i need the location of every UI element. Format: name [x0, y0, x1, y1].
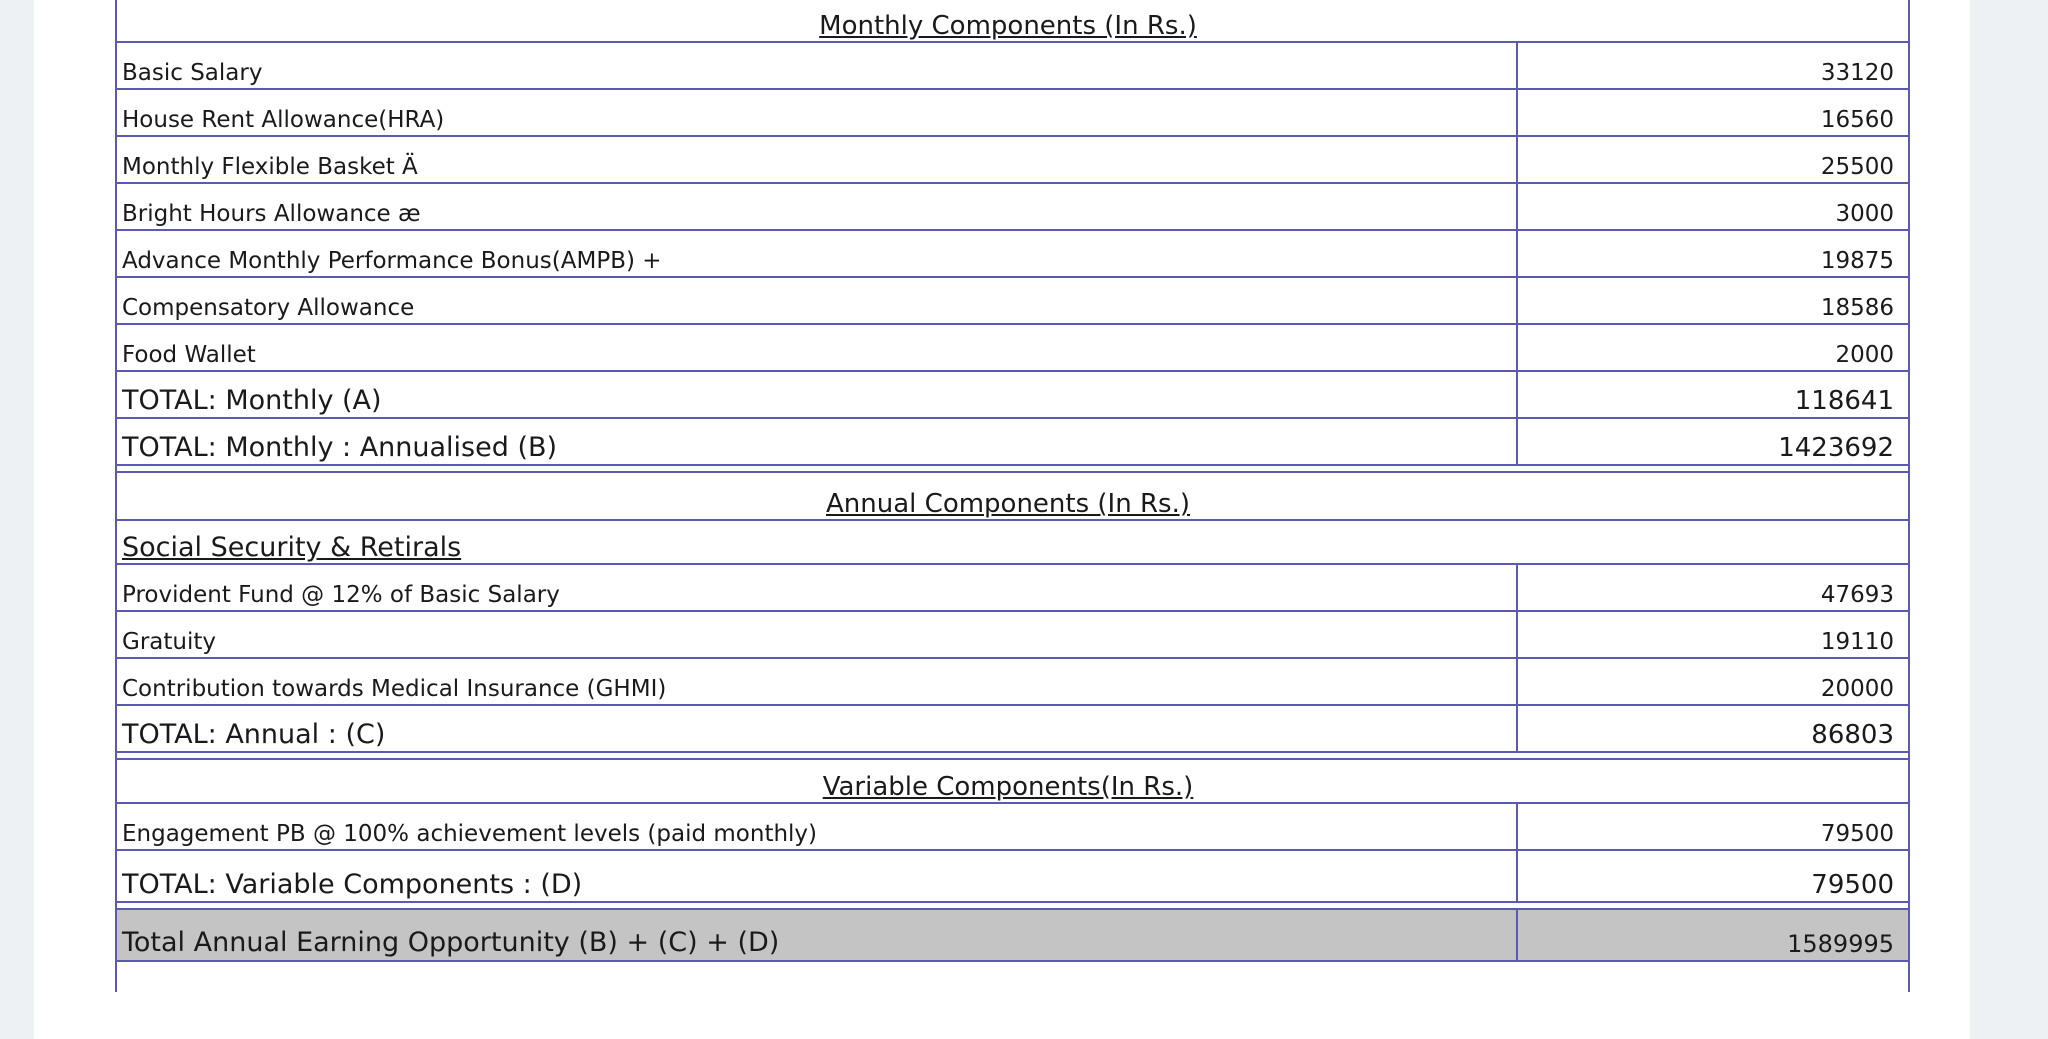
- table-row: [116, 230, 1909, 277]
- grand-total-label: Total Annual Earning Opportunity (B) + (C) + (D): [116, 909, 1517, 961]
- row-value: 19110: [1517, 611, 1909, 658]
- table-row: [116, 89, 1909, 136]
- total-monthly-a-row: [116, 371, 1909, 418]
- table-footer-space: [116, 961, 1909, 992]
- row-value: 25500: [1517, 136, 1909, 183]
- row-value: 3000: [1517, 183, 1909, 230]
- total-label: TOTAL: Annual : (C): [116, 705, 1517, 752]
- total-value: 79500: [1517, 850, 1909, 902]
- monthly-section-title: Monthly Components (In Rs.): [116, 0, 1909, 42]
- row-value: 20000: [1517, 658, 1909, 705]
- total-label: TOTAL: Monthly (A): [116, 371, 1517, 418]
- grand-total-value: 1589995: [1517, 909, 1909, 961]
- row-label: Basic Salary: [116, 42, 1517, 89]
- row-value: 18586: [1517, 277, 1909, 324]
- variable-section-title: Variable Components(In Rs.): [116, 759, 1909, 803]
- row-label: Bright Hours Allowance æ: [116, 183, 1517, 230]
- table-row: [116, 803, 1909, 850]
- total-annual-c-row: [116, 705, 1909, 752]
- total-label: TOTAL: Monthly : Annualised (B): [116, 418, 1517, 465]
- total-monthly-annualised-b-row: [116, 418, 1909, 465]
- annual-section-title: Annual Components (In Rs.): [116, 472, 1909, 520]
- row-value: 19875: [1517, 230, 1909, 277]
- row-label: Gratuity: [116, 611, 1517, 658]
- document-page: [34, 0, 1970, 1039]
- variable-section-header: [116, 759, 1909, 803]
- total-value: 118641: [1517, 371, 1909, 418]
- row-label: Contribution towards Medical Insurance (GHMI): [116, 658, 1517, 705]
- row-label: Engagement PB @ 100% achievement levels (paid monthly): [116, 803, 1517, 850]
- row-value: 2000: [1517, 324, 1909, 371]
- section-divider: [116, 752, 1909, 759]
- table-row: [116, 324, 1909, 371]
- row-label: Compensatory Allowance: [116, 277, 1517, 324]
- table-row: [116, 42, 1909, 89]
- annual-section-header: [116, 472, 1909, 520]
- row-label: Monthly Flexible Basket Ä: [116, 136, 1517, 183]
- row-value: 79500: [1517, 803, 1909, 850]
- total-value: 86803: [1517, 705, 1909, 752]
- row-value: 47693: [1517, 564, 1909, 611]
- table-row: [116, 658, 1909, 705]
- total-variable-d-row: [116, 850, 1909, 902]
- row-label: Provident Fund @ 12% of Basic Salary: [116, 564, 1517, 611]
- row-label: Advance Monthly Performance Bonus(AMPB) +: [116, 230, 1517, 277]
- social-security-subheader: [116, 520, 1909, 564]
- monthly-section-header: [116, 0, 1909, 42]
- section-divider: [116, 902, 1909, 909]
- section-divider: [116, 465, 1909, 472]
- salary-breakup-table: [115, 0, 1910, 992]
- table-row: [116, 611, 1909, 658]
- row-value: 33120: [1517, 42, 1909, 89]
- row-label: Food Wallet: [116, 324, 1517, 371]
- table-row: [116, 564, 1909, 611]
- table-row: [116, 277, 1909, 324]
- subheader-label: Social Security & Retirals: [116, 520, 1909, 564]
- grand-total-row: [116, 909, 1909, 961]
- row-value: 16560: [1517, 89, 1909, 136]
- total-value: 1423692: [1517, 418, 1909, 465]
- row-label: House Rent Allowance(HRA): [116, 89, 1517, 136]
- total-label: TOTAL: Variable Components : (D): [116, 850, 1517, 902]
- table-row: [116, 136, 1909, 183]
- table-row: [116, 183, 1909, 230]
